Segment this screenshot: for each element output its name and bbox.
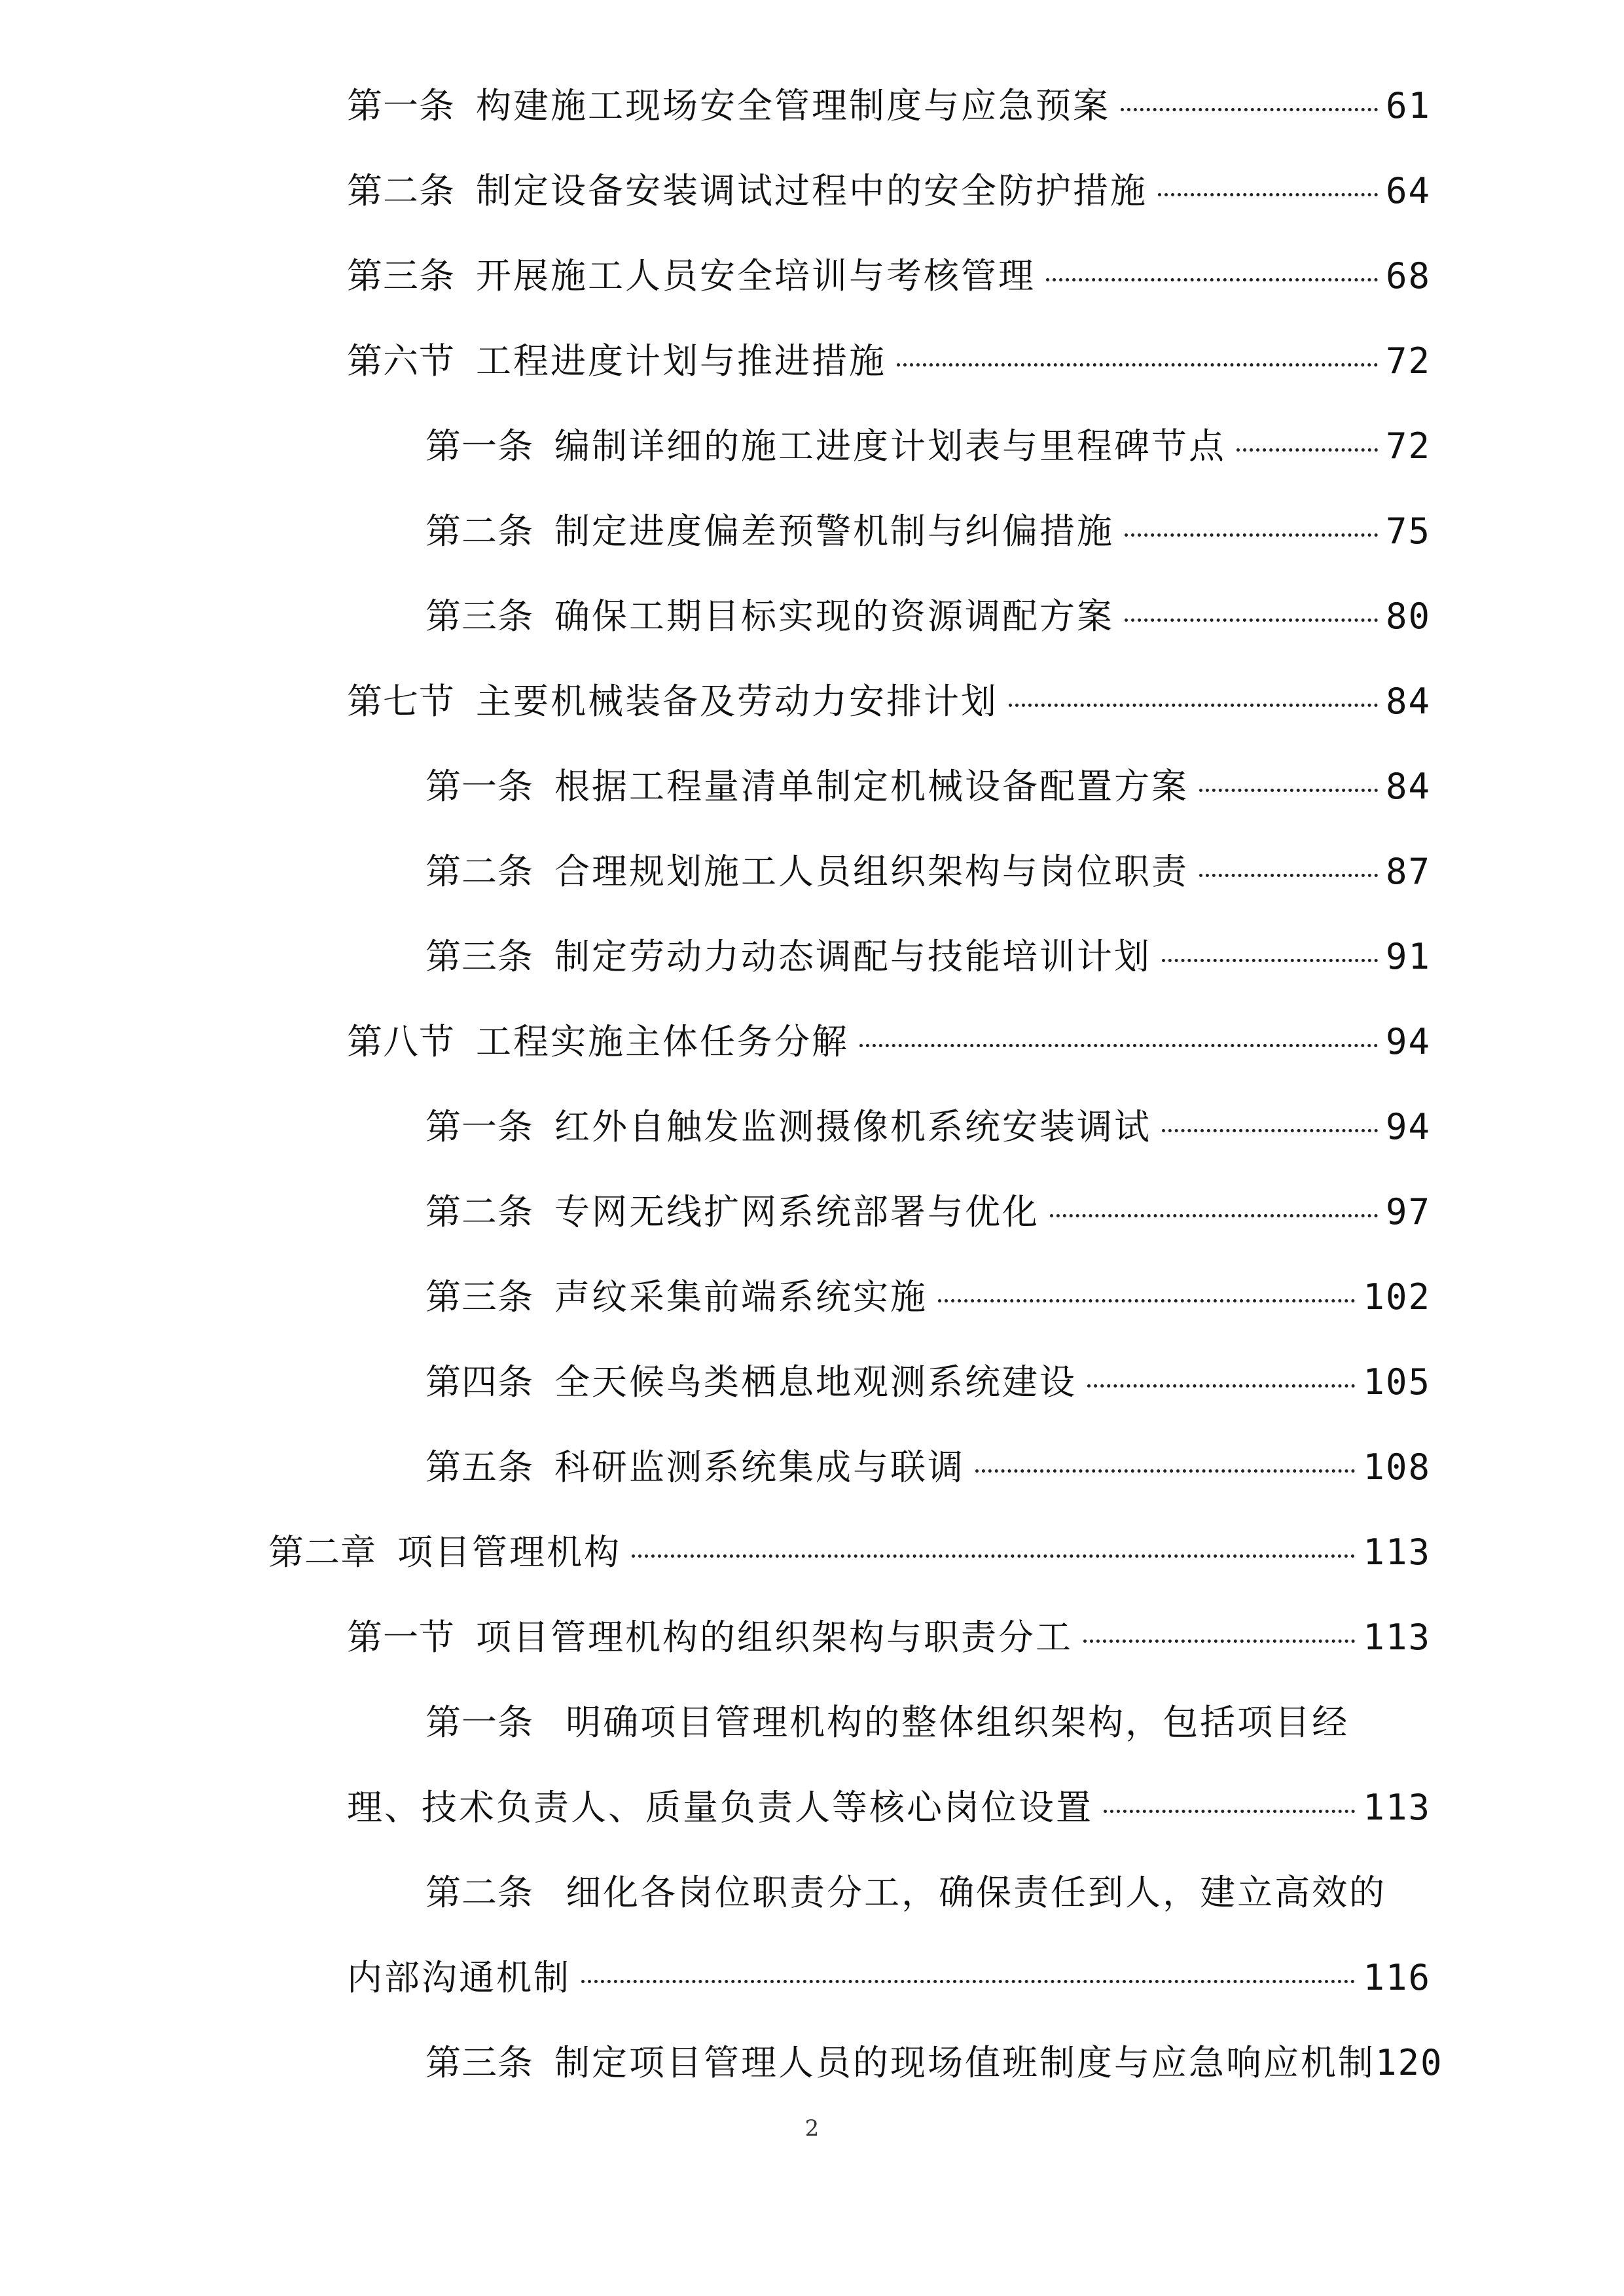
toc-entry-title: 确保工期目标实现的资源调配方案 [554, 596, 1114, 637]
toc-entry-label: 第一条 [425, 766, 533, 807]
toc-entry[interactable] [425, 929, 1431, 984]
toc-entry-title: 全天候鸟类栖息地观测系统建设 [554, 1361, 1077, 1403]
toc-entry-title: 项目管理机构的组织架构与职责分工 [476, 1617, 1073, 1658]
toc-entry-title: 制定设备安装调试过程中的安全防护措施 [476, 170, 1147, 211]
toc-leader-dots [975, 1469, 1355, 1473]
toc-entry-label: 第八节 [347, 1021, 455, 1062]
toc-entry-page: 64 [1385, 170, 1431, 211]
toc-leader-dots [1046, 278, 1378, 281]
toc-entry-title: 明确项目管理机构的整体组织架构，包括项目经 [566, 1702, 1350, 1743]
toc-entry-page: 84 [1385, 681, 1431, 722]
toc-leader-dots [1236, 448, 1378, 452]
toc-entry[interactable] [347, 164, 1431, 219]
toc-entry-wrapped-line1[interactable] [425, 1865, 1386, 1920]
toc-entry-label: 第三条 [347, 255, 455, 296]
toc-entry-page: 94 [1385, 1106, 1431, 1147]
toc-entry[interactable] [425, 1355, 1431, 1410]
toc-leader-dots [1050, 1214, 1378, 1217]
toc-entry-section[interactable] [347, 674, 1431, 729]
toc-leader-dots [1121, 108, 1378, 111]
toc-entry-label: 第一节 [347, 1617, 455, 1658]
toc-entry-page: 113 [1363, 1787, 1431, 1828]
toc-entry-page: 75 [1385, 511, 1431, 552]
toc-entry-page: 61 [1385, 85, 1431, 126]
toc-entry-title: 项目管理机构 [397, 1532, 621, 1573]
toc-entry-title: 科研监测系统集成与联调 [554, 1446, 965, 1488]
toc-leader-dots [1158, 193, 1378, 196]
toc-entry[interactable] [347, 79, 1431, 134]
toc-entry-wrapped-line2[interactable] [347, 1780, 1431, 1835]
toc-entry[interactable] [425, 844, 1431, 899]
toc-leader-dots [581, 1980, 1355, 1983]
toc-entry-label: 第三条 [425, 2042, 533, 2083]
toc-entry-label: 第三条 [425, 936, 533, 977]
toc-entry-label: 第二条 [425, 851, 533, 892]
toc-entry-title: 制定劳动力动态调配与技能培训计划 [554, 936, 1151, 977]
toc-entry-title: 制定项目管理人员的现场值班制度与应急响应机制 [554, 2042, 1375, 2083]
toc-entry-page: 94 [1385, 1021, 1431, 1062]
toc-entry-title-continued: 理、技术负责人、质量负责人等核心岗位设置 [347, 1787, 1093, 1828]
toc-entry[interactable] [425, 1440, 1431, 1495]
toc-entry-label: 第二条 [425, 1191, 533, 1232]
toc-entry-label: 第二条 [425, 1872, 533, 1913]
toc-entry-label: 第六节 [347, 340, 455, 382]
toc-entry-page: 105 [1363, 1361, 1431, 1403]
toc-entry-page: 116 [1363, 1957, 1431, 1998]
toc-entry-page: 91 [1385, 936, 1431, 977]
toc-leader-dots [1162, 959, 1378, 962]
toc-entry[interactable] [425, 1270, 1431, 1325]
toc-entry-section[interactable] [347, 1014, 1431, 1069]
toc-entry[interactable] [425, 589, 1431, 644]
toc-entry-page: 72 [1385, 425, 1431, 467]
toc-entry-label: 第二条 [347, 170, 455, 211]
toc-entry-title: 编制详细的施工进度计划表与里程碑节点 [554, 425, 1226, 467]
toc-entry-page: 113 [1363, 1617, 1431, 1658]
toc-entry-label: 第三条 [425, 1276, 533, 1318]
page-footer-number: 2 [804, 2115, 820, 2142]
toc-entry[interactable] [425, 759, 1431, 814]
toc-entry-section[interactable] [347, 334, 1431, 389]
toc-entry-page: 72 [1385, 340, 1431, 382]
toc-leader-dots [1087, 1384, 1355, 1388]
toc-entry-title: 红外自触发监测摄像机系统安装调试 [554, 1106, 1151, 1147]
toc-entry-section[interactable] [347, 1610, 1431, 1665]
toc-leader-dots [897, 363, 1378, 367]
toc-entry-title: 开展施工人员安全培训与考核管理 [476, 255, 1036, 296]
toc-entry[interactable] [425, 419, 1431, 474]
toc-entry[interactable] [425, 2036, 1473, 2090]
toc-entry-title: 声纹采集前端系统实施 [554, 1276, 928, 1318]
toc-entry-label: 第一条 [347, 85, 455, 126]
toc-entry[interactable] [425, 1100, 1431, 1155]
toc-entry-title: 制定进度偏差预警机制与纠偏措施 [554, 511, 1114, 552]
toc-entry-page: 97 [1385, 1191, 1431, 1232]
toc-entry-wrapped-line1[interactable] [425, 1695, 1349, 1750]
toc-entry-label: 第一条 [425, 1106, 533, 1147]
toc-entry-page: 120 [1375, 2042, 1443, 2083]
toc-leader-dots [1199, 874, 1378, 877]
toc-entry-title: 主要机械装备及劳动力安排计划 [476, 681, 998, 722]
toc-entry-title-continued: 内部沟通机制 [347, 1957, 571, 1998]
toc-leader-dots [1009, 704, 1378, 707]
toc-entry-label: 第三条 [425, 596, 533, 637]
toc-entry-page: 108 [1363, 1446, 1431, 1488]
toc-entry-page: 113 [1363, 1532, 1431, 1573]
toc-entry-chapter[interactable] [268, 1525, 1431, 1580]
toc-leader-dots [1125, 533, 1378, 537]
toc-entry-page: 80 [1385, 596, 1431, 637]
toc-leader-dots [1199, 789, 1378, 792]
toc-entry-label: 第一条 [425, 425, 533, 467]
toc-entry[interactable] [347, 249, 1431, 304]
toc-entry-label: 第七节 [347, 681, 455, 722]
toc-entry-label: 第二章 [268, 1532, 376, 1573]
toc-entry[interactable] [425, 1185, 1431, 1240]
toc-entry-title: 合理规划施工人员组织架构与岗位职责 [554, 851, 1189, 892]
toc-entry-label: 第四条 [425, 1361, 533, 1403]
toc-entry-label: 第五条 [425, 1446, 533, 1488]
toc-entry-label: 第二条 [425, 511, 533, 552]
toc-leader-dots [1083, 1640, 1355, 1643]
toc-entry[interactable] [425, 504, 1431, 559]
toc-leader-dots [632, 1554, 1355, 1558]
toc-entry-label: 第一条 [425, 1702, 533, 1743]
toc-entry-title: 工程进度计划与推进措施 [476, 340, 886, 382]
toc-leader-dots [938, 1299, 1355, 1302]
toc-entry-title: 专网无线扩网系统部署与优化 [554, 1191, 1039, 1232]
toc-entry-title: 工程实施主体任务分解 [476, 1021, 849, 1062]
toc-leader-dots [859, 1044, 1378, 1047]
toc-entry-title: 构建施工现场安全管理制度与应急预案 [476, 85, 1110, 126]
toc-entry-title: 根据工程量清单制定机械设备配置方案 [554, 766, 1189, 807]
toc-entry-page: 102 [1363, 1276, 1431, 1318]
toc-entry-page: 87 [1385, 851, 1431, 892]
toc-entry-page: 84 [1385, 766, 1431, 807]
toc-leader-dots [1104, 1810, 1355, 1813]
toc-entry-title: 细化各岗位职责分工，确保责任到人，建立高效的 [566, 1872, 1387, 1913]
toc-entry-page: 68 [1385, 255, 1431, 296]
toc-leader-dots [1162, 1129, 1378, 1132]
toc-entry-wrapped-line2[interactable] [347, 1950, 1431, 2005]
toc-leader-dots [1125, 619, 1378, 622]
